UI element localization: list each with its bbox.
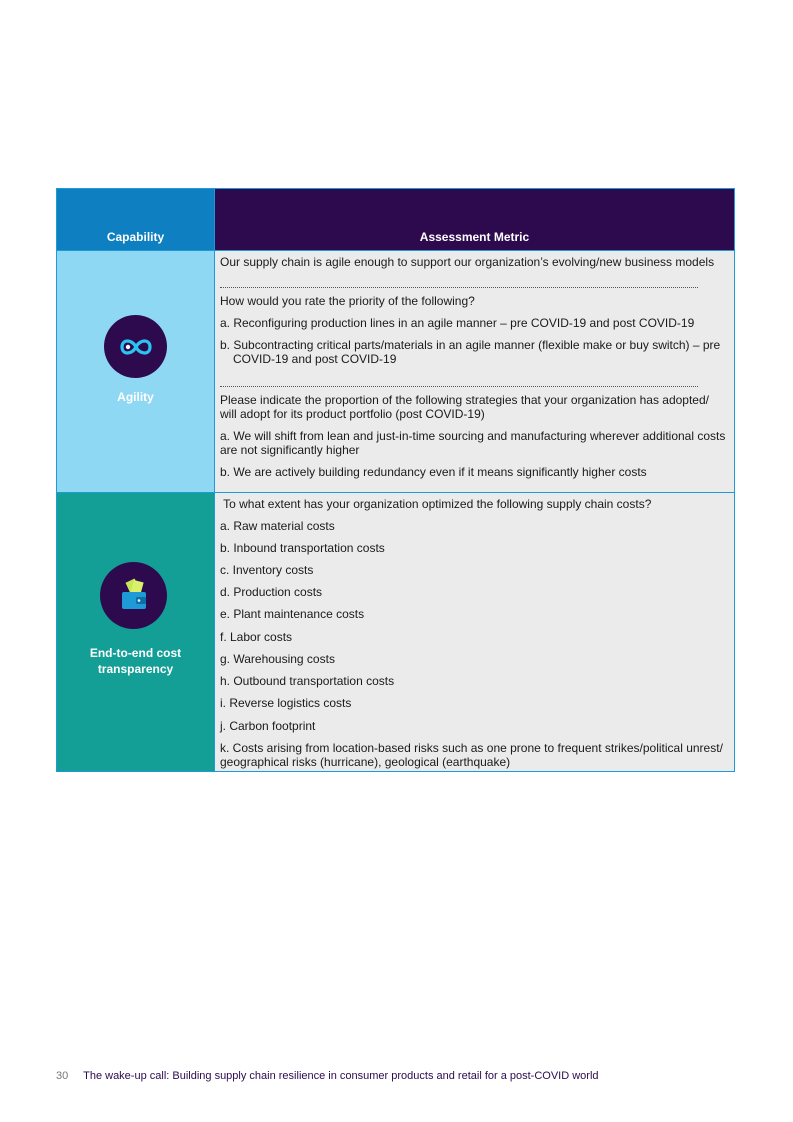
metric-line: a. Reconfiguring production lines in an agile manner – pre COVID-19 and post COVID-19: [220, 316, 695, 330]
metric-line: c. Inventory costs: [220, 563, 314, 577]
agility-metrics: [214, 251, 734, 492]
metric-line: a. We will shift from lean and just-in-time sourcing and manufacturing wherever additional costs: [220, 429, 726, 443]
metric-line: Our supply chain is agile enough to support our organization’s evolving/new business models: [220, 255, 715, 269]
metric-line: are not significantly higher: [220, 443, 360, 457]
agility-row: [57, 250, 734, 492]
metric-line: will adopt for its product portfolio (post COVID-19): [220, 407, 485, 421]
metric-line: e. Plant maintenance costs: [220, 607, 365, 621]
agility-label: Agility: [117, 390, 154, 404]
metric-line: geographical risks (hurricane), geological (earthquake): [220, 755, 511, 769]
metric-line: i. Reverse logistics costs: [220, 696, 352, 710]
metric-line: k. Costs arising from location-based risks such as one prone to frequent strikes/political unrest/: [220, 741, 723, 755]
metric-line: g. Warehousing costs: [220, 652, 335, 666]
metric-line: a. Raw material costs: [220, 519, 335, 533]
metric-line: j. Carbon footprint: [220, 719, 316, 733]
table-header: [57, 189, 734, 250]
cost-row: [57, 492, 734, 771]
agility-capability-cell: [57, 251, 214, 492]
metric-line: Please indicate the proportion of the following strategies that your organization has adopted/: [220, 393, 709, 407]
page-footer: [56, 1070, 599, 1082]
infinity-icon: [104, 315, 167, 378]
metric-line: To what extent has your organization optimized the following supply chain costs?: [220, 497, 652, 511]
metric-header: Assessment Metric: [214, 189, 734, 250]
metric-line: b. Subcontracting critical parts/materials in an agile manner (flexible make or buy switch) – pre: [220, 338, 721, 352]
document-title: The wake-up call: Building supply chain resilience in consumer products and retail for a post-COVID world: [83, 1070, 599, 1082]
cost-capability-cell: [57, 493, 214, 771]
dotted-divider: [220, 273, 698, 288]
cost-metrics: [214, 493, 734, 771]
cost-label: End-to-end cost transparency: [89, 646, 182, 676]
metric-line: d. Production costs: [220, 585, 323, 599]
metric-line: COVID-19 and post COVID-19: [233, 352, 397, 366]
metric-line: b. Inbound transportation costs: [220, 541, 385, 555]
metric-line: f. Labor costs: [220, 630, 293, 644]
metric-line: How would you rate the priority of the following?: [220, 294, 475, 308]
wallet-money-icon: [100, 562, 167, 629]
assessment-table: [56, 188, 735, 772]
dotted-divider: [220, 372, 698, 387]
capability-header: Capability: [57, 189, 214, 250]
metric-line: b. We are actively building redundancy even if it means significantly higher costs: [220, 465, 647, 479]
page-number: 30: [56, 1070, 69, 1082]
metric-line: h. Outbound transportation costs: [220, 674, 395, 688]
